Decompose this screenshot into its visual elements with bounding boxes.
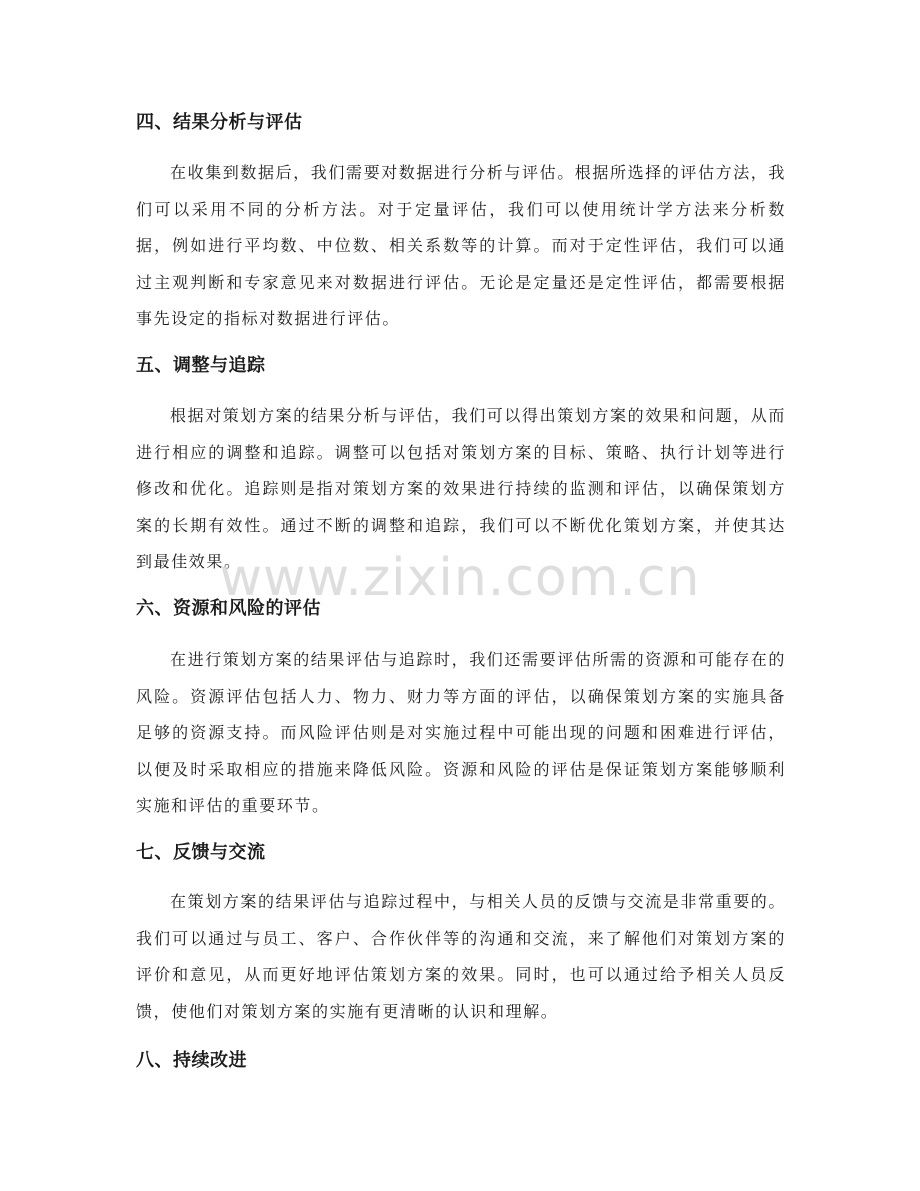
section-heading-4: 四、结果分析与评估: [136, 112, 303, 133]
section-heading-8: 八、持续改进: [136, 1050, 247, 1071]
section-body-5: 根据对策划方案的结果分析与评估，我们可以得出策划方案的效果和问题，从而进行相应的调整和追踪。调整可以包括对策划方案的目标、策略、执行计划等进行修改和优化。追踪则是指对策划方案的效果进行持续的监测和评估，以确保策划方案的长期有效性。通过不断的调整和追踪，我们可以不断优化策划方案，并使其达到最佳效果。: [136, 406, 787, 571]
section-body-4: 在收集到数据后，我们需要对数据进行分析与评估。根据所选择的评估方法，我们可以采用不同的分析方法。对于定量评估，我们可以使用统计学方法来分析数据，例如进行平均数、中位数、相关系数等的计算。而对于定性评估，我们可以通过主观判断和专家意见来对数据进行评估。无论是定量还是定性评估，都需要根据事先设定的指标对数据进行评估。: [136, 163, 787, 328]
section-body-7: 在策划方案的结果评估与追踪过程中，与相关人员的反馈与交流是非常重要的。我们可以通过与员工、客户、合作伙伴等的沟通和交流，来了解他们对策划方案的评价和意见，从而更好地评估策划方案的效果。同时，也可以通过给予相关人员反馈，使他们对策划方案的实施有更清晰的认识和理解。: [136, 892, 787, 1021]
section-heading-5: 五、调整与追踪: [136, 355, 266, 376]
section-heading-7: 七、反馈与交流: [136, 842, 266, 863]
watermark: www.zixin.com.cn: [219, 548, 701, 608]
section-body-6: 在进行策划方案的结果评估与追踪时，我们还需要评估所需的资源和可能存在的风险。资源评估包括人力、物力、财力等方面的评估，以确保策划方案的实施具备足够的资源支持。而风险评估则是对实施过程中可能出现的问题和困难进行评估，以便及时采取相应的措施来降低风险。资源和风险的评估是保证策划方案能够顺利实施和评估的重要环节。: [136, 650, 787, 815]
section-heading-6: 六、资源和风险的评估: [136, 598, 321, 619]
